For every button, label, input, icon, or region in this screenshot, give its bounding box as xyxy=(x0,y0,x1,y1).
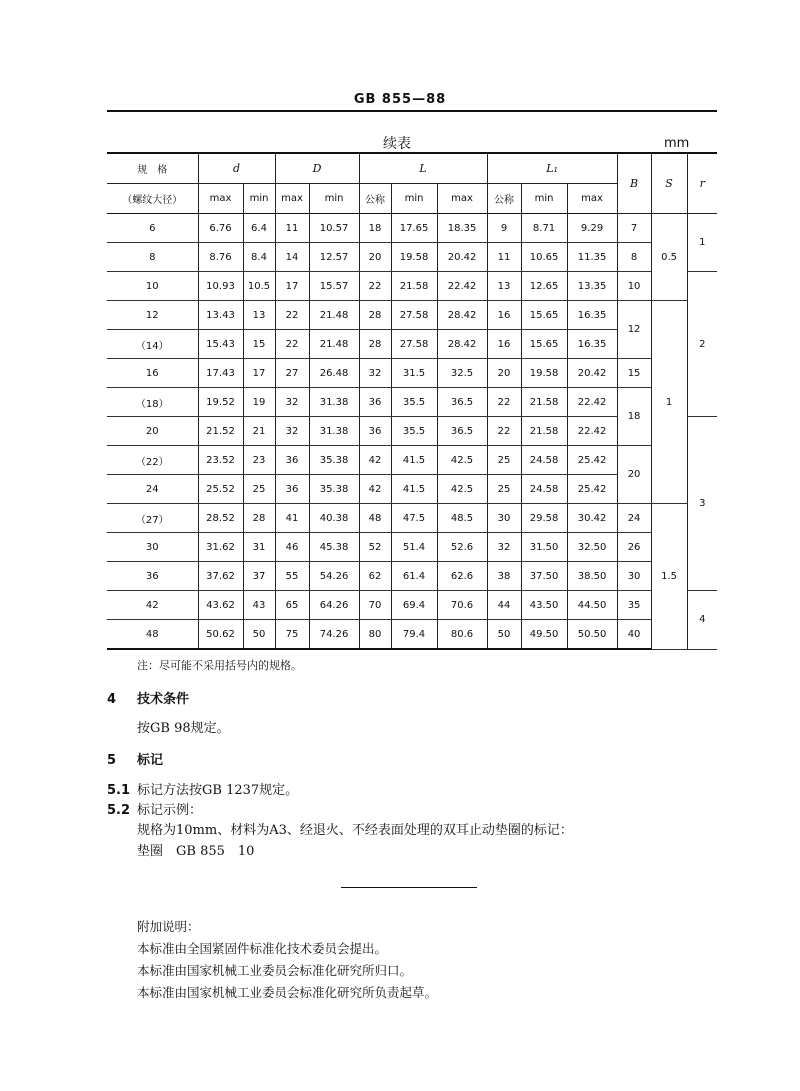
marking-example-text: 规格为10mm、材料为A3、经退火、不经表面处理的双耳止动垫圈的标记： xyxy=(137,823,573,838)
spec-cell: （14） xyxy=(107,330,198,359)
value-cell: 37.50 xyxy=(521,562,567,591)
value-cell: 15.65 xyxy=(521,330,567,359)
D-header: D xyxy=(275,153,359,184)
spec-cell: 24 xyxy=(107,475,198,504)
value-cell: 18 xyxy=(359,214,391,243)
sub-header: max xyxy=(275,184,309,214)
section-title: 标记 xyxy=(137,753,164,768)
value-cell: 32.5 xyxy=(437,359,487,388)
value-cell: 62.6 xyxy=(437,562,487,591)
spec-cell: （27） xyxy=(107,504,198,533)
additional-line-2: 本标准由国家机械工业委员会标准化研究所归口。 xyxy=(137,963,413,978)
value-cell: 6.4 xyxy=(243,214,275,243)
b-cell: 35 xyxy=(617,591,651,620)
value-cell: 52.6 xyxy=(437,533,487,562)
table-caption: 续表 xyxy=(383,136,411,152)
value-cell: 20 xyxy=(359,243,391,272)
value-cell: 9.29 xyxy=(567,214,617,243)
value-cell: 21.58 xyxy=(391,272,437,301)
header-rule xyxy=(107,110,717,112)
r-cell: 2 xyxy=(687,272,717,417)
value-cell: 50 xyxy=(243,620,275,650)
value-cell: 24.58 xyxy=(521,446,567,475)
value-cell: 75 xyxy=(275,620,309,650)
value-cell: 36 xyxy=(275,446,309,475)
table-row xyxy=(107,214,717,243)
value-cell: 22 xyxy=(487,388,521,417)
value-cell: 50 xyxy=(487,620,521,650)
table-row xyxy=(107,562,717,591)
value-cell: 80 xyxy=(359,620,391,650)
value-cell: 21.48 xyxy=(309,330,359,359)
value-cell: 48.5 xyxy=(437,504,487,533)
s-cell: 0.5 xyxy=(651,214,687,301)
value-cell: 12.65 xyxy=(521,272,567,301)
value-cell: 28.42 xyxy=(437,301,487,330)
value-cell: 22 xyxy=(487,417,521,446)
table-row xyxy=(107,504,717,533)
value-cell: 49.50 xyxy=(521,620,567,650)
value-cell: 25.52 xyxy=(198,475,243,504)
value-cell: 65 xyxy=(275,591,309,620)
value-cell: 11.35 xyxy=(567,243,617,272)
value-cell: 30.42 xyxy=(567,504,617,533)
section-title: 技术条件 xyxy=(137,692,190,707)
spec-cell: （18） xyxy=(107,388,198,417)
B-header: B xyxy=(617,153,651,214)
s-cell: 1.5 xyxy=(651,504,687,650)
value-cell: 52 xyxy=(359,533,391,562)
value-cell: 16.35 xyxy=(567,301,617,330)
spec-cell: 20 xyxy=(107,417,198,446)
value-cell: 36.5 xyxy=(437,417,487,446)
b-cell: 15 xyxy=(617,359,651,388)
spec-header: 规 格 xyxy=(107,153,198,184)
value-cell: 21.52 xyxy=(198,417,243,446)
spec-cell: 42 xyxy=(107,591,198,620)
b-cell: 7 xyxy=(617,214,651,243)
value-cell: 35.38 xyxy=(309,446,359,475)
value-cell: 32.50 xyxy=(567,533,617,562)
value-cell: 54.26 xyxy=(309,562,359,591)
value-cell: 41.5 xyxy=(391,475,437,504)
sub-header: min xyxy=(309,184,359,214)
value-cell: 74.26 xyxy=(309,620,359,650)
value-cell: 42 xyxy=(359,446,391,475)
value-cell: 10.65 xyxy=(521,243,567,272)
value-cell: 15.57 xyxy=(309,272,359,301)
marking-example: 垫圈 GB 855 10 xyxy=(137,844,255,859)
sub-header: max xyxy=(437,184,487,214)
spec-cell: 16 xyxy=(107,359,198,388)
value-cell: 22.42 xyxy=(567,388,617,417)
sub-header: 公称 xyxy=(359,184,391,214)
dimension-table xyxy=(107,152,717,650)
value-cell: 31.62 xyxy=(198,533,243,562)
value-cell: 8.76 xyxy=(198,243,243,272)
value-cell: 19.52 xyxy=(198,388,243,417)
section-divider xyxy=(341,887,477,888)
value-cell: 12.57 xyxy=(309,243,359,272)
value-cell: 21.58 xyxy=(521,417,567,446)
S-header: S xyxy=(651,153,687,214)
value-cell: 55 xyxy=(275,562,309,591)
value-cell: 22 xyxy=(359,272,391,301)
value-cell: 20.42 xyxy=(567,359,617,388)
value-cell: 43.62 xyxy=(198,591,243,620)
table-row xyxy=(107,533,717,562)
value-cell: 28.42 xyxy=(437,330,487,359)
value-cell: 16 xyxy=(487,330,521,359)
value-cell: 47.5 xyxy=(391,504,437,533)
value-cell: 28.52 xyxy=(198,504,243,533)
value-cell: 45.38 xyxy=(309,533,359,562)
value-cell: 41.5 xyxy=(391,446,437,475)
value-cell: 26.48 xyxy=(309,359,359,388)
value-cell: 21 xyxy=(243,417,275,446)
additional-heading: 附加说明： xyxy=(137,919,200,934)
value-cell: 32 xyxy=(275,388,309,417)
spec-cell: 30 xyxy=(107,533,198,562)
section-4-text: 按GB 98规定。 xyxy=(137,721,230,736)
value-cell: 44.50 xyxy=(567,591,617,620)
value-cell: 41 xyxy=(275,504,309,533)
value-cell: 15.43 xyxy=(198,330,243,359)
value-cell: 8.71 xyxy=(521,214,567,243)
table-note: 注：尽可能不采用括号内的规格。 xyxy=(137,659,302,672)
r-cell: 4 xyxy=(687,591,717,650)
b-cell: 18 xyxy=(617,388,651,446)
table-row xyxy=(107,243,717,272)
value-cell: 31 xyxy=(243,533,275,562)
value-cell: 19.58 xyxy=(521,359,567,388)
value-cell: 17 xyxy=(275,272,309,301)
value-cell: 31.38 xyxy=(309,388,359,417)
page-header: GB 855—88 xyxy=(353,92,447,107)
value-cell: 17.65 xyxy=(391,214,437,243)
value-cell: 35.5 xyxy=(391,417,437,446)
value-cell: 50.62 xyxy=(198,620,243,650)
value-cell: 32 xyxy=(275,417,309,446)
value-cell: 64.26 xyxy=(309,591,359,620)
value-cell: 20.42 xyxy=(437,243,487,272)
section-4-heading xyxy=(107,688,189,707)
value-cell: 6.76 xyxy=(198,214,243,243)
value-cell: 46 xyxy=(275,533,309,562)
sub-header: max xyxy=(198,184,243,214)
value-cell: 38.50 xyxy=(567,562,617,591)
value-cell: 48 xyxy=(359,504,391,533)
value-cell: 21.58 xyxy=(521,388,567,417)
value-cell: 28 xyxy=(243,504,275,533)
spec-cell: 48 xyxy=(107,620,198,650)
value-cell: 29.58 xyxy=(521,504,567,533)
value-cell: 23 xyxy=(243,446,275,475)
value-cell: 32 xyxy=(359,359,391,388)
value-cell: 9 xyxy=(487,214,521,243)
value-cell: 28 xyxy=(359,330,391,359)
b-cell: 8 xyxy=(617,243,651,272)
b-cell: 24 xyxy=(617,504,651,533)
value-cell: 10.93 xyxy=(198,272,243,301)
value-cell: 40.38 xyxy=(309,504,359,533)
value-cell: 13.35 xyxy=(567,272,617,301)
value-cell: 30 xyxy=(487,504,521,533)
value-cell: 13 xyxy=(243,301,275,330)
value-cell: 37 xyxy=(243,562,275,591)
table-row xyxy=(107,359,717,388)
value-cell: 22 xyxy=(275,330,309,359)
value-cell: 61.4 xyxy=(391,562,437,591)
value-cell: 36 xyxy=(359,417,391,446)
spec-cell: 8 xyxy=(107,243,198,272)
value-cell: 62 xyxy=(359,562,391,591)
value-cell: 13.43 xyxy=(198,301,243,330)
sub-header: min xyxy=(521,184,567,214)
b-cell: 10 xyxy=(617,272,651,301)
value-cell: 8.4 xyxy=(243,243,275,272)
L1-header: L₁ xyxy=(487,153,617,184)
value-cell: 28 xyxy=(359,301,391,330)
spec-cell: 12 xyxy=(107,301,198,330)
value-cell: 22 xyxy=(275,301,309,330)
table-row xyxy=(107,446,717,475)
b-cell: 40 xyxy=(617,620,651,650)
b-cell: 20 xyxy=(617,446,651,504)
value-cell: 10.57 xyxy=(309,214,359,243)
value-cell: 25 xyxy=(243,475,275,504)
value-cell: 36 xyxy=(275,475,309,504)
value-cell: 16.35 xyxy=(567,330,617,359)
value-cell: 44 xyxy=(487,591,521,620)
value-cell: 23.52 xyxy=(198,446,243,475)
spec-cell: 10 xyxy=(107,272,198,301)
value-cell: 43.50 xyxy=(521,591,567,620)
spec-subheader: （螺纹大径） xyxy=(107,184,198,214)
value-cell: 11 xyxy=(275,214,309,243)
value-cell: 25 xyxy=(487,475,521,504)
table-row xyxy=(107,272,717,301)
value-cell: 22.42 xyxy=(567,417,617,446)
value-cell: 35.38 xyxy=(309,475,359,504)
b-cell: 26 xyxy=(617,533,651,562)
value-cell: 32 xyxy=(487,533,521,562)
additional-line-1: 本标准由全国紧固件标准化技术委员会提出。 xyxy=(137,941,388,956)
r-cell: 3 xyxy=(687,417,717,591)
value-cell: 14 xyxy=(275,243,309,272)
section-number: 5 xyxy=(107,753,117,768)
table-row xyxy=(107,301,717,330)
value-cell: 35.5 xyxy=(391,388,437,417)
value-cell: 43 xyxy=(243,591,275,620)
value-cell: 70 xyxy=(359,591,391,620)
section-number: 4 xyxy=(107,692,117,707)
spec-cell: 6 xyxy=(107,214,198,243)
s-cell: 1 xyxy=(651,301,687,504)
value-cell: 50.50 xyxy=(567,620,617,650)
sub-header: min xyxy=(243,184,275,214)
spec-cell: （22） xyxy=(107,446,198,475)
value-cell: 36 xyxy=(359,388,391,417)
b-cell: 12 xyxy=(617,301,651,359)
section-text: 标记示例： xyxy=(137,803,203,818)
value-cell: 37.62 xyxy=(198,562,243,591)
r-header: r xyxy=(687,153,717,214)
value-cell: 69.4 xyxy=(391,591,437,620)
value-cell: 11 xyxy=(487,243,521,272)
value-cell: 24.58 xyxy=(521,475,567,504)
value-cell: 42 xyxy=(359,475,391,504)
section-5-2 xyxy=(107,799,202,818)
sub-header: max xyxy=(567,184,617,214)
value-cell: 31.50 xyxy=(521,533,567,562)
value-cell: 10.5 xyxy=(243,272,275,301)
value-cell: 19 xyxy=(243,388,275,417)
value-cell: 31.5 xyxy=(391,359,437,388)
additional-line-3: 本标准由国家机械工业委员会标准化研究所负责起草。 xyxy=(137,985,438,1000)
table-row xyxy=(107,620,717,650)
section-number: 5.1 xyxy=(107,783,131,798)
value-cell: 22.42 xyxy=(437,272,487,301)
spec-cell: 36 xyxy=(107,562,198,591)
value-cell: 27.58 xyxy=(391,330,437,359)
table-unit: mm xyxy=(664,136,690,151)
value-cell: 80.6 xyxy=(437,620,487,650)
table-row xyxy=(107,591,717,620)
b-cell: 30 xyxy=(617,562,651,591)
value-cell: 17.43 xyxy=(198,359,243,388)
value-cell: 38 xyxy=(487,562,521,591)
value-cell: 15 xyxy=(243,330,275,359)
value-cell: 20 xyxy=(487,359,521,388)
sub-header: 公称 xyxy=(487,184,521,214)
value-cell: 25.42 xyxy=(567,446,617,475)
value-cell: 25.42 xyxy=(567,475,617,504)
value-cell: 25 xyxy=(487,446,521,475)
table-row xyxy=(107,388,717,417)
value-cell: 51.4 xyxy=(391,533,437,562)
value-cell: 42.5 xyxy=(437,446,487,475)
value-cell: 27 xyxy=(275,359,309,388)
value-cell: 15.65 xyxy=(521,301,567,330)
section-5-heading xyxy=(107,749,163,768)
section-text: 标记方法按GB 1237规定。 xyxy=(137,783,299,798)
value-cell: 42.5 xyxy=(437,475,487,504)
value-cell: 31.38 xyxy=(309,417,359,446)
value-cell: 17 xyxy=(243,359,275,388)
value-cell: 16 xyxy=(487,301,521,330)
value-cell: 27.58 xyxy=(391,301,437,330)
value-cell: 18.35 xyxy=(437,214,487,243)
d-header: d xyxy=(198,153,275,184)
r-cell: 1 xyxy=(687,214,717,272)
section-number: 5.2 xyxy=(107,803,131,818)
value-cell: 36.5 xyxy=(437,388,487,417)
value-cell: 70.6 xyxy=(437,591,487,620)
L-header: L xyxy=(359,153,487,184)
value-cell: 19.58 xyxy=(391,243,437,272)
sub-header: min xyxy=(391,184,437,214)
value-cell: 13 xyxy=(487,272,521,301)
value-cell: 79.4 xyxy=(391,620,437,650)
value-cell: 21.48 xyxy=(309,301,359,330)
section-5-1 xyxy=(107,779,298,798)
